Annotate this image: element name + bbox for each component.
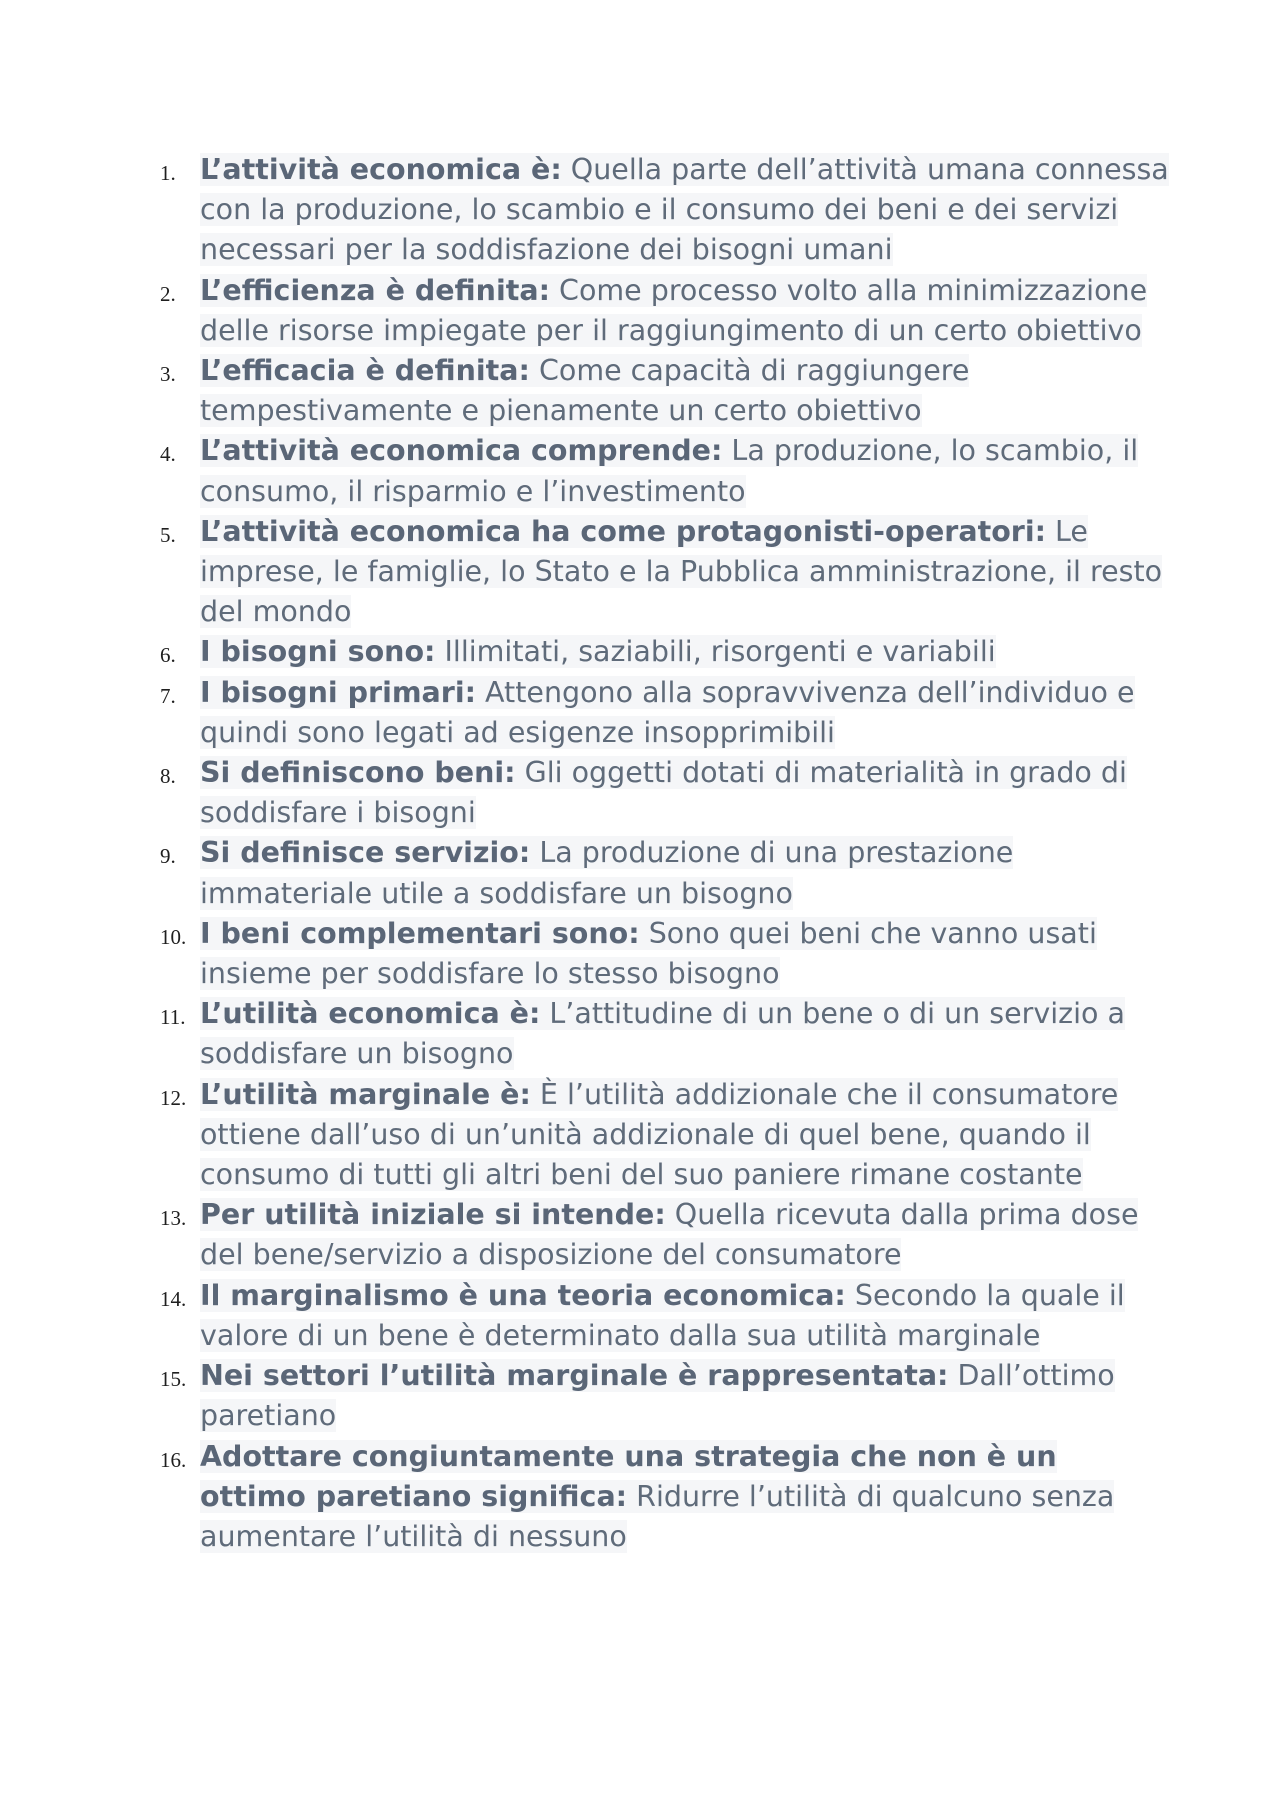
item-number: 3. [160,362,176,387]
list-item [162,1075,1172,1196]
item-number: 13. [160,1206,187,1231]
list-item [162,673,1172,753]
item-question: Si definisce servizio: [200,836,531,870]
item-answer: Quella parte dell’attività umana connessa con la produzione, lo scambio e il consumo dei beni e dei servizi necessari per la soddisfazione dei bisogni umani [200,153,1169,267]
item-number: 8. [160,764,176,789]
item-number: 2. [160,281,176,306]
item-answer: Quella ricevuta dalla prima dose del bene/servizio a disposizione del consumatore [200,1198,1139,1272]
item-answer: Dall’ottimo paretiano [200,1359,1115,1433]
item-answer: Le imprese, le famiglie, lo Stato e la Pubblica amministrazione, il resto del mondo [200,514,1163,629]
list-item [162,753,1172,833]
list-item [162,1276,1172,1356]
item-question: Per utilità iniziale si intende: [200,1198,666,1232]
item-answer: Secondo la quale il valore di un bene è determinato dalla sua utilità marginale [200,1278,1125,1352]
item-answer: La produzione di una prestazione immateriale utile a soddisfare un bisogno [200,836,1014,910]
item-question: L’attività economica ha come protagonisti-operatori: [200,514,1046,548]
item-answer: La produzione, lo scambio, il consumo, il risparmio e l’investimento [200,434,1139,508]
item-number: 16. [160,1447,187,1472]
list-item [162,512,1172,633]
list-item [162,994,1172,1074]
item-number: 14. [160,1286,187,1311]
item-question: I bisogni primari: [200,675,476,709]
definitions-list [162,150,1172,1557]
item-question: L’efficienza è definita: [200,273,550,307]
list-item [162,833,1172,913]
item-question: L’utilità economica è: [200,997,541,1031]
list-item [162,431,1172,511]
list-item [162,1356,1172,1436]
item-number: 7. [160,683,176,708]
item-question: Il marginalismo è una teoria economica: [200,1278,846,1312]
item-number: 6. [160,643,176,668]
item-question: I beni complementari sono: [200,916,640,950]
item-question: L’efficacia è definita: [200,354,530,388]
item-answer: L’attitudine di un bene o di un servizio a soddisfare un bisogno [200,997,1125,1071]
item-answer: Come capacità di raggiungere tempestivamente e pienamente un certo obiettivo [200,354,970,428]
item-question: L’attività economica comprende: [200,434,723,468]
item-number: 1. [160,161,176,185]
item-number: 4. [160,442,176,467]
item-answer: Sono quei beni che vanno usati insieme per soddisfare lo stesso bisogno [200,916,1097,991]
item-number: 12. [160,1085,187,1110]
list-item [162,632,1172,672]
item-question: Adottare congiuntamente una strategia che non è un ottimo paretiano significa: [200,1439,1057,1513]
item-question: Si definiscono beni: [200,756,516,790]
list-item [162,1437,1172,1558]
item-answer: Attengono alla sopravvivenza dell’individuo e quindi sono legati ad esigenze insopprimibili [200,675,1135,749]
list-item [162,914,1172,994]
list-item [162,1195,1172,1275]
item-answer: Gli oggetti dotati di materialità in grado di soddisfare i bisogni [200,756,1127,830]
item-number: 5. [160,522,176,547]
item-number: 9. [160,844,176,869]
item-answer: Come processo volto alla minimizzazione delle risorse impiegate per il raggiungimento di un certo obiettivo [200,273,1148,347]
list-item [162,351,1172,431]
item-question: Nei settori l’utilità marginale è rappresentata: [200,1359,949,1393]
item-answer: Illimitati, saziabili, risorgenti e variabili [435,635,996,669]
item-answer: È l’utilità addizionale che il consumatore ottiene dall’uso di un’unità addizionale di quel bene, quando il consumo di tutti gli altri beni del suo paniere rimane costante [200,1077,1119,1192]
list-item [162,150,1172,271]
item-question: L’utilità marginale è: [200,1077,531,1111]
item-answer: Ridurre l’utilità di qualcuno senza aumentare l’utilità di nessuno [200,1479,1115,1553]
item-number: 15. [160,1367,187,1392]
item-question: L’attività economica è: [200,153,562,186]
item-question: I bisogni sono: [200,635,436,669]
item-number: 11. [160,1005,186,1030]
item-number: 10. [160,924,187,949]
list-item [162,271,1172,351]
